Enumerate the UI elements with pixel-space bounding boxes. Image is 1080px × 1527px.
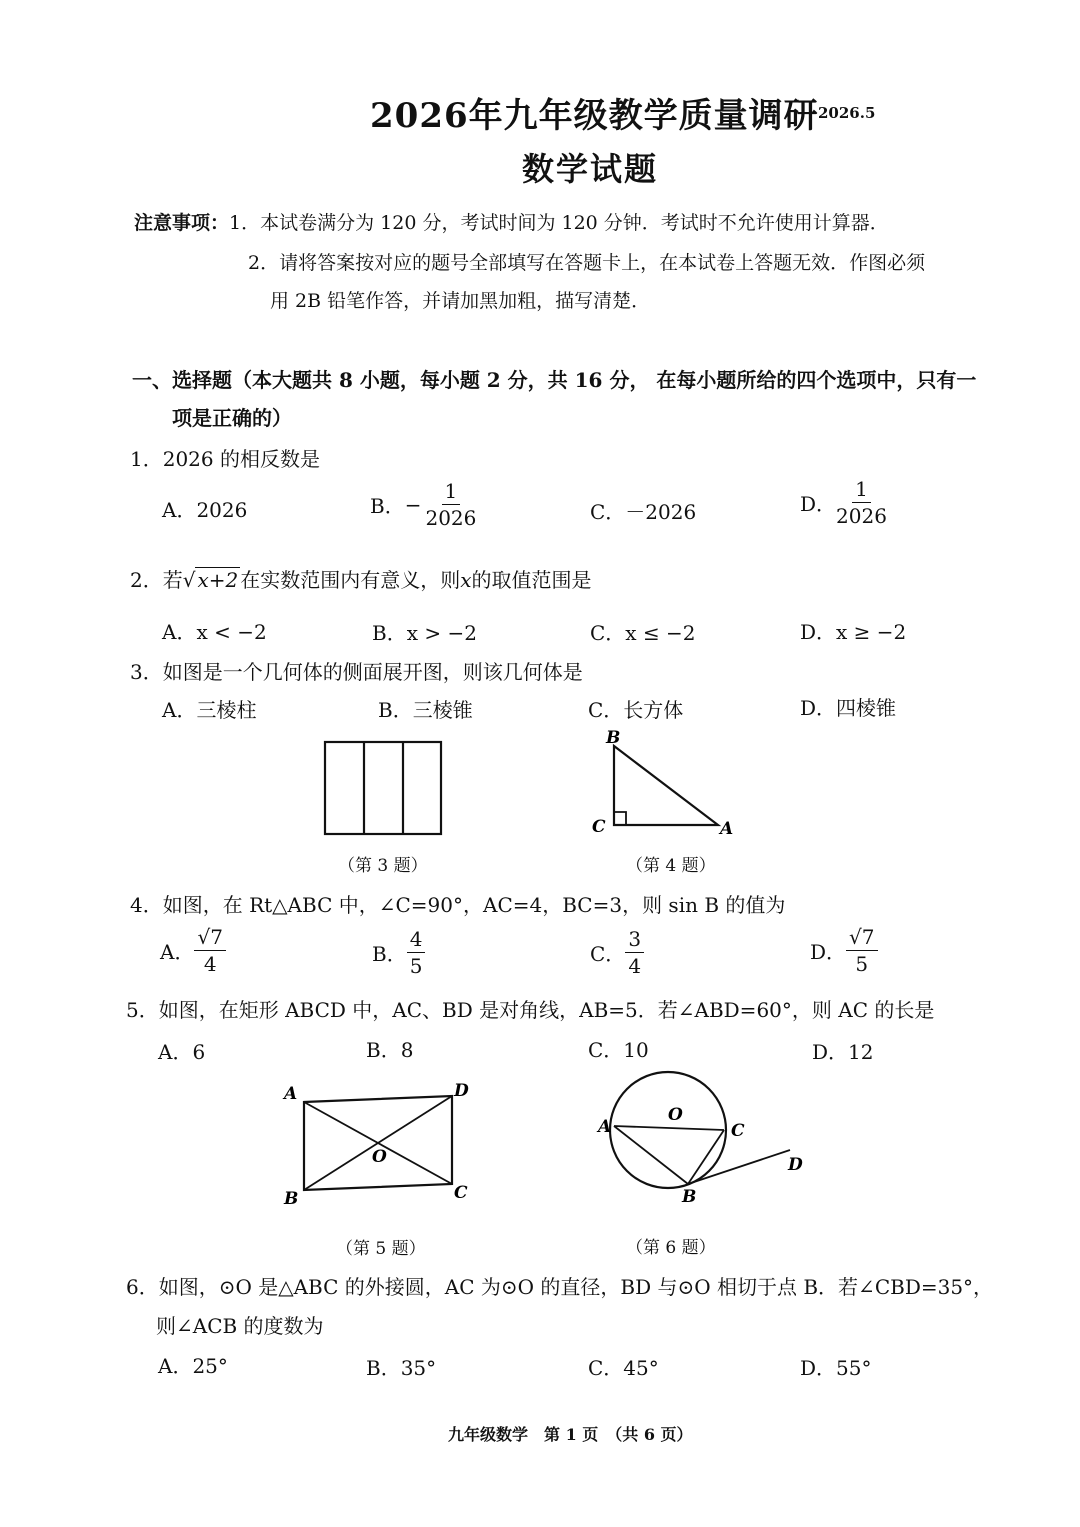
q1-option-b: B．− $\frac{1}{2026}$ xyxy=(370,479,477,530)
figure-6-caption: （第 6 题） xyxy=(626,1238,716,1258)
q4-option-d: D． $\frac{√7}{5}$ xyxy=(810,926,878,975)
q6-stem-line-1: 6．如图，⊙O 是△ABC 的外接圆，AC 为⊙O 的直径，BD 与⊙O 相切于点 B．若∠CBD=35°， xyxy=(126,1275,994,1299)
q5-option-b: B．8 xyxy=(366,1038,414,1062)
q2-stem: 2．若√ x+2 在实数范围内有意义，则x的取值范围是 xyxy=(130,568,592,592)
q2-option-a: A．x < −2 xyxy=(162,620,267,644)
notes-line-1 xyxy=(134,208,889,235)
exam-subtitle: 数学试题 xyxy=(522,150,659,188)
exam-date: 2026.5 xyxy=(818,104,876,122)
figure-4-caption: （第 4 题） xyxy=(626,856,716,876)
fig5-label-a: A xyxy=(284,1084,298,1104)
q1-option-a: A．2026 xyxy=(162,498,248,522)
fig6-label-c: C xyxy=(731,1121,745,1141)
q3-option-d: D．四棱锥 xyxy=(800,696,897,720)
notes-label: 注意事项： xyxy=(134,212,230,234)
q4-stem: 4．如图，在 Rt△ABC 中，∠C=90°，AC=4，BC=3，则 sin B 的值为 xyxy=(130,893,786,917)
fig5-label-c: C xyxy=(454,1183,468,1203)
q5-option-c: C．10 xyxy=(588,1038,649,1062)
q5-stem: 5．如图，在矩形 ABCD 中，AC、BD 是对角线，AB=5．若∠ABD=60°，则 AC 的长是 xyxy=(126,998,935,1022)
figure-3-net-diagram xyxy=(320,738,450,838)
notes-item-2-line-2: 用 2B 铅笔作答，并请加黑加粗，描写清楚． xyxy=(270,290,651,312)
q3-option-a: A．三棱柱 xyxy=(162,698,257,722)
q6-option-a: A．25° xyxy=(158,1354,228,1378)
notes-item-1: 1．本试卷满分为 120 分，考试时间为 120 分钟．考试时不允许使用计算器． xyxy=(229,212,889,234)
fig6-label-d: D xyxy=(788,1155,803,1175)
q6-stem-line-2: 则∠ACB 的度数为 xyxy=(156,1314,324,1338)
fig6-label-b: B xyxy=(682,1187,697,1207)
q4-option-c: C． $\frac{3}{4}$ xyxy=(590,928,644,977)
page-footer: 九年级数学 第 1 页 （共 6 页） xyxy=(448,1425,693,1444)
fig4-label-b: B xyxy=(606,728,621,748)
figure-4-triangle-diagram xyxy=(588,724,748,844)
q3-option-b: B．三棱锥 xyxy=(378,698,473,722)
q4-option-a: A． $\frac{√7}{4}$ xyxy=(160,926,226,975)
fig5-label-o: O xyxy=(372,1147,387,1167)
figure-5-caption: （第 5 题） xyxy=(336,1239,426,1259)
q3-stem: 3．如图是一个几何体的侧面展开图，则该几何体是 xyxy=(130,660,583,684)
figure-5-rectangle-diagram xyxy=(280,1076,480,1210)
notes-item-2-line-1: 2．请将答案按对应的题号全部填写在答题卡上，在本试卷上答题无效．作图必须 xyxy=(248,252,926,274)
exam-title: 2026年九年级教学质量调研 xyxy=(370,96,819,136)
q2-option-c: C．x ≤ −2 xyxy=(590,621,696,645)
q3-option-c: C．长方体 xyxy=(588,698,684,722)
figure-6-circle-diagram xyxy=(594,1064,814,1214)
q2-option-d: D．x ≥ −2 xyxy=(800,620,907,644)
section-heading-line-1: 一、选择题（本大题共 8 小题，每小题 2 分，共 16 分， 在每小题所给的四个选项中，只有一 xyxy=(132,368,977,392)
fig4-label-a: A xyxy=(720,819,734,839)
q2-option-b: B．x > −2 xyxy=(372,621,477,645)
q6-option-c: C．45° xyxy=(588,1356,659,1380)
q6-option-d: D．55° xyxy=(800,1356,872,1380)
q1-option-d: D． $\frac{1}{2026}$ xyxy=(800,477,887,528)
q1-option-c: C．－2026 xyxy=(590,500,697,524)
fig6-label-o: O xyxy=(668,1105,683,1125)
fig5-label-b: B xyxy=(284,1189,299,1209)
q1-stem: 1．2026 的相反数是 xyxy=(130,447,320,471)
q5-option-a: A．6 xyxy=(158,1040,206,1064)
fig4-label-c: C xyxy=(592,817,606,837)
section-heading-line-2: 项是正确的） xyxy=(172,406,292,430)
q6-option-b: B．35° xyxy=(366,1356,437,1380)
fig6-label-a: A xyxy=(598,1117,612,1137)
q5-option-d: D．12 xyxy=(812,1040,874,1064)
figure-3-caption: （第 3 题） xyxy=(338,856,428,876)
fig5-label-d: D xyxy=(454,1081,469,1101)
q4-option-b: B． $\frac{4}{5}$ xyxy=(372,928,425,977)
